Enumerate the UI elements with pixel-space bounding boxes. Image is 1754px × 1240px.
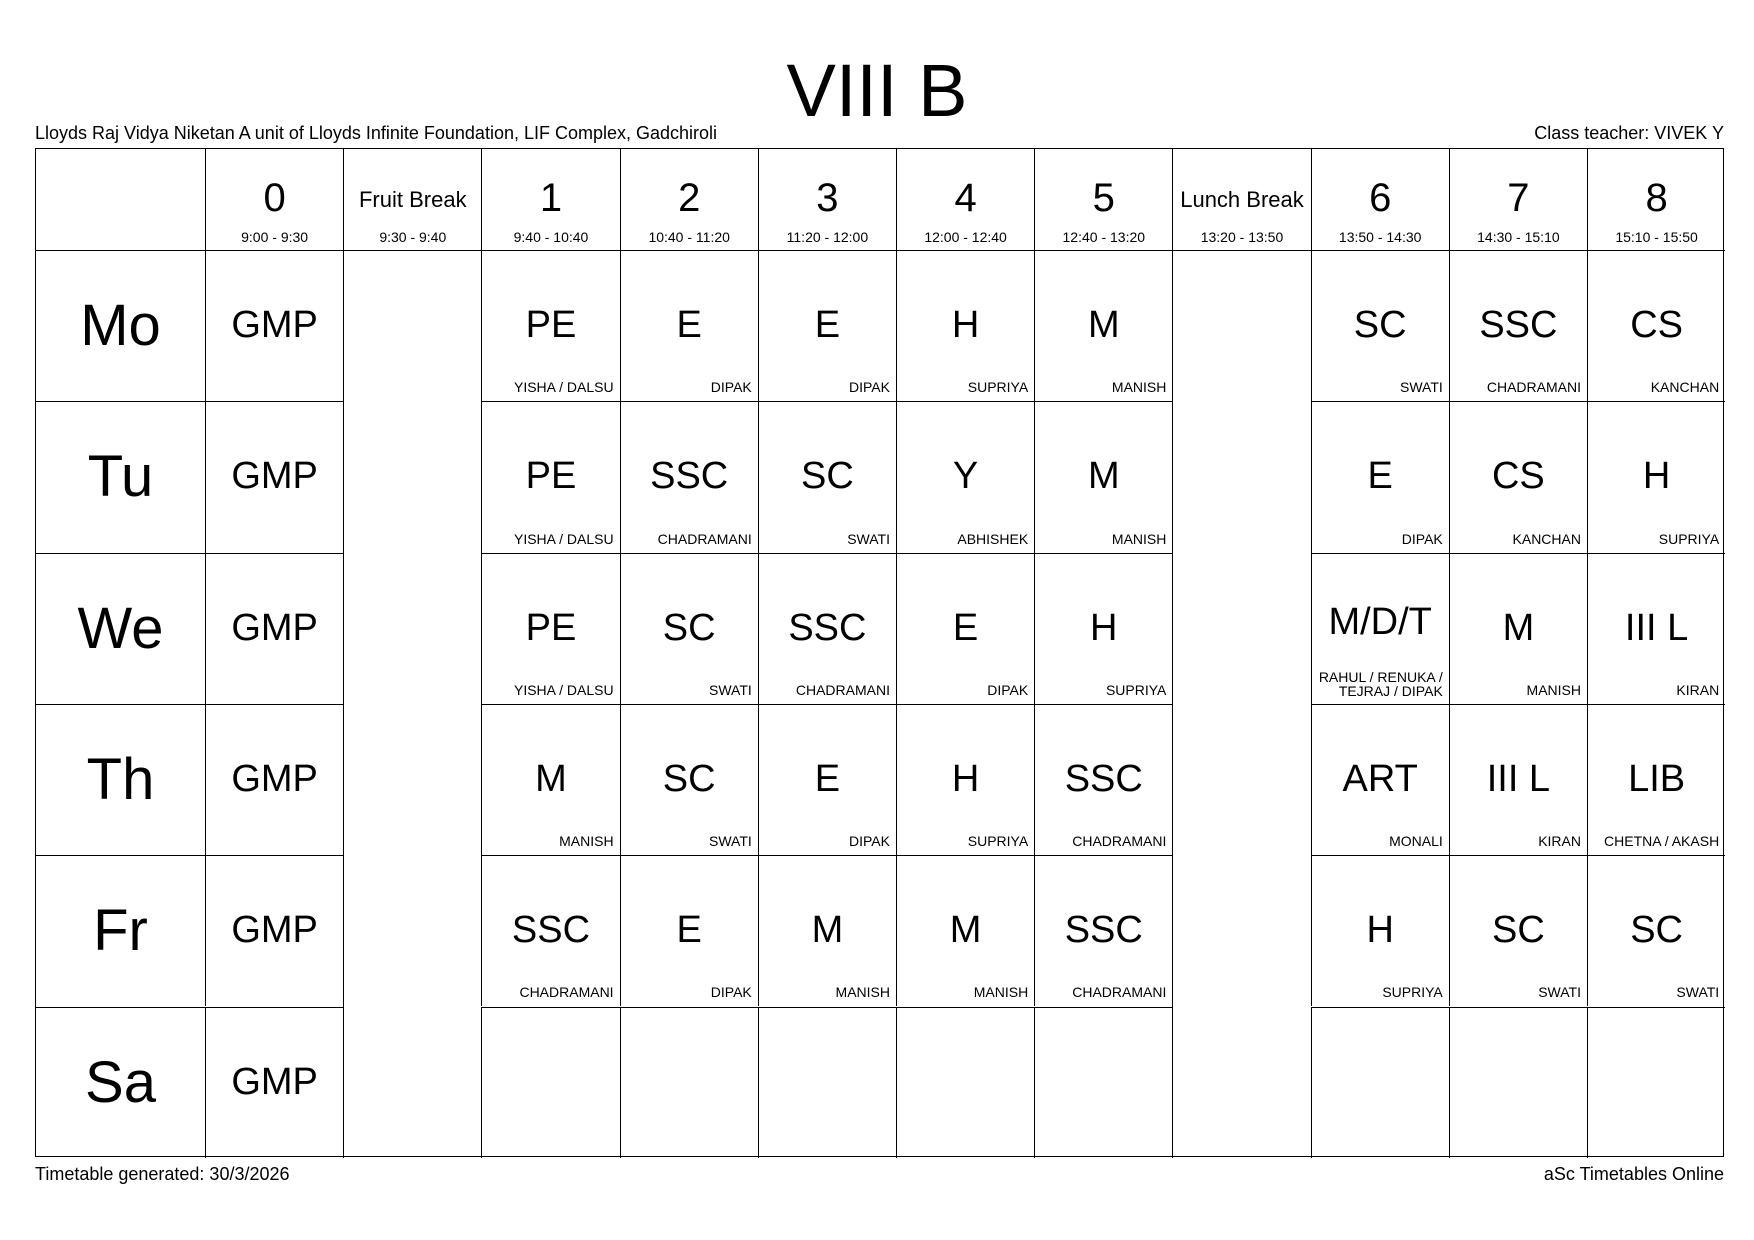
period-time: 11:20 - 12:00 (786, 229, 869, 245)
subject-code: SSC (1064, 909, 1143, 952)
lesson-cell (1449, 855, 1587, 1006)
teacher-name: SWATI (847, 530, 890, 547)
lesson-cell (205, 855, 343, 1006)
subject-code: SC (1491, 909, 1545, 952)
day-label: Fr (93, 898, 148, 964)
lesson-cell (1587, 553, 1725, 704)
subject-code: E (814, 304, 841, 346)
empty-cell (620, 1007, 758, 1158)
lesson-cell (1034, 401, 1172, 552)
teacher-name: MANISH (1111, 379, 1167, 396)
subject-code: CS (1630, 304, 1683, 346)
subject-code: ART (1342, 757, 1418, 800)
period-label: Lunch Break (1180, 187, 1304, 212)
teacher-name: CHETNA / AKASH (1604, 833, 1720, 850)
subject-code: H (951, 757, 980, 800)
subject-code: M (1087, 304, 1120, 346)
subject-code: M (949, 909, 982, 952)
day-label-cell (36, 855, 205, 1006)
period-header (481, 149, 619, 250)
lesson-cell (896, 553, 1034, 704)
lesson-cell (620, 553, 758, 704)
day-label: Mo (80, 293, 161, 358)
subject-code: III L (1624, 606, 1689, 649)
teacher-name: SUPRIYA (967, 379, 1029, 396)
teacher-name: CHADRAMANI (657, 530, 752, 547)
period-label: 3 (816, 176, 839, 220)
teacher-name: CHADRAMANI (519, 984, 614, 1001)
empty-cell (1034, 1007, 1172, 1158)
lesson-cell (1034, 250, 1172, 401)
lesson-cell (1311, 855, 1449, 1006)
lesson-cell (1449, 704, 1587, 855)
lesson-cell (620, 401, 758, 552)
subject-code: PE (525, 606, 577, 649)
teacher-name: KIRAN (1676, 681, 1720, 698)
subject-code: E (1367, 455, 1393, 498)
subject-code: GMP (231, 1060, 318, 1103)
teacher-name: MANISH (559, 833, 614, 850)
lesson-cell (758, 704, 896, 855)
lesson-cell (205, 704, 343, 855)
subject-code: E (814, 757, 841, 800)
teacher-name: CHADRAMANI (1072, 984, 1167, 1001)
subject-code: GMP (231, 757, 318, 800)
subject-code: GMP (231, 455, 318, 498)
subject-code: E (676, 909, 702, 952)
period-header (205, 149, 343, 250)
empty-cell (758, 1007, 896, 1158)
period-label: 1 (539, 176, 563, 220)
teacher-name: DIPAK (849, 833, 890, 850)
day-label-cell (36, 250, 205, 401)
subject-code: H (1090, 606, 1118, 649)
break-column (1172, 250, 1310, 1158)
school-name: Lloyds Raj Vidya Niketan A unit of Lloyds Infinite Foundation, LIF Complex, Gadchiroli (35, 123, 718, 143)
lesson-cell (620, 855, 758, 1006)
period-header (1587, 149, 1725, 250)
subject-code: SSC (511, 909, 591, 952)
lesson-cell (1449, 250, 1587, 401)
teacher-name: SWATI (1538, 984, 1581, 1001)
teacher-name: SWATI (1676, 984, 1720, 1001)
lesson-cell (1034, 553, 1172, 704)
teacher-name: MONALI (1389, 833, 1443, 850)
subject-code: SC (1630, 909, 1683, 952)
teacher-name: YISHA / DALSU (513, 530, 614, 547)
teacher-name: DIPAK (987, 681, 1029, 698)
subject-code: LIB (1628, 757, 1686, 800)
lesson-cell (205, 1007, 343, 1158)
period-time: 14:30 - 15:10 (1477, 229, 1560, 245)
period-header (343, 149, 481, 250)
teacher-name: MANISH (973, 984, 1029, 1001)
day-label: Sa (85, 1049, 156, 1115)
break-column (343, 250, 481, 1158)
lesson-cell (1311, 401, 1449, 552)
period-time: 9:30 - 9:40 (379, 229, 447, 245)
lesson-cell (205, 401, 343, 552)
period-label: 6 (1369, 176, 1392, 220)
generated-date: Timetable generated: 30/3/2026 (35, 1164, 290, 1184)
period-time: 13:50 - 14:30 (1338, 229, 1422, 245)
lesson-cell (1311, 553, 1449, 704)
class-teacher: Class teacher: VIVEK Y (1534, 123, 1724, 143)
lesson-cell (205, 250, 343, 401)
lesson-cell (1587, 401, 1725, 552)
lesson-cell (758, 250, 896, 401)
teacher-name: YISHA / DALSU (513, 681, 614, 698)
subject-code: M (811, 909, 844, 952)
teacher-name: SWATI (709, 681, 752, 698)
lesson-cell (1034, 855, 1172, 1006)
subject-code: SC (1353, 304, 1407, 346)
teacher-name: SUPRIYA (1382, 984, 1443, 1001)
lesson-cell (481, 553, 619, 704)
empty-cell (896, 1007, 1034, 1158)
subject-code: H (1366, 909, 1394, 952)
teacher-name: CHADRAMANI (795, 681, 890, 698)
subject-code: SC (662, 757, 716, 800)
day-label-cell (36, 401, 205, 552)
empty-cell (481, 1007, 619, 1158)
teacher-name: SUPRIYA (1105, 681, 1167, 698)
period-time: 9:00 - 9:30 (241, 229, 309, 245)
empty-cell (1311, 1007, 1449, 1158)
period-header (620, 149, 758, 250)
day-label-cell (36, 553, 205, 704)
teacher-name: SUPRIYA (967, 833, 1029, 850)
lesson-cell (1449, 401, 1587, 552)
lesson-cell (1034, 704, 1172, 855)
period-time: 12:00 - 12:40 (924, 229, 1007, 245)
lesson-cell (620, 704, 758, 855)
subject-code: H (951, 304, 980, 346)
teacher-name: DIPAK (710, 984, 752, 1001)
subject-code: III L (1486, 757, 1551, 800)
subject-code: SSC (1479, 304, 1558, 346)
teacher-name: KANCHAN (1650, 379, 1720, 396)
period-header (1172, 149, 1310, 250)
period-header (1034, 149, 1172, 250)
subject-code: M (1502, 606, 1535, 649)
lesson-cell (1587, 250, 1725, 401)
lesson-cell (1449, 553, 1587, 704)
lesson-cell (896, 704, 1034, 855)
empty-cell (1449, 1007, 1587, 1158)
subject-code: GMP (231, 304, 318, 346)
teacher-name: DIPAK (849, 379, 890, 396)
period-label: 2 (678, 176, 701, 220)
teacher-name: KIRAN (1538, 833, 1581, 850)
subject-code: SC (800, 455, 854, 498)
teacher-name: DIPAK (1401, 530, 1443, 547)
lesson-cell (205, 553, 343, 704)
teacher-name: SWATI (1400, 379, 1443, 396)
timetable-grid (35, 148, 1724, 1157)
period-time: 13:20 - 13:50 (1200, 229, 1284, 245)
period-time: 12:40 - 13:20 (1062, 229, 1146, 245)
lesson-cell (758, 401, 896, 552)
day-label: Tu (87, 444, 154, 510)
day-label: We (77, 595, 164, 661)
teacher-name: MANISH (1111, 530, 1167, 547)
teacher-name: RAHUL / RENUKA / TEJRAJ / DIPAK (1318, 668, 1443, 699)
period-time: 9:40 - 10:40 (513, 229, 589, 245)
lesson-cell (1587, 855, 1725, 1006)
period-label: 8 (1645, 176, 1668, 220)
day-label-cell (36, 1007, 205, 1158)
lesson-cell (758, 553, 896, 704)
period-header (1311, 149, 1449, 250)
subject-code: CS (1491, 455, 1545, 498)
subject-code: M (535, 757, 567, 800)
period-header (758, 149, 896, 250)
subject-code: M/D/T (1328, 600, 1432, 643)
subject-code: M (1087, 455, 1120, 498)
lesson-cell (896, 855, 1034, 1006)
period-header (1449, 149, 1587, 250)
lesson-cell (1587, 704, 1725, 855)
period-time: 15:10 - 15:50 (1615, 229, 1698, 245)
subject-code: GMP (231, 909, 318, 952)
lesson-cell (1311, 704, 1449, 855)
lesson-cell (620, 250, 758, 401)
teacher-name: CHADRAMANI (1072, 833, 1167, 850)
period-header (896, 149, 1034, 250)
lesson-cell (758, 855, 896, 1006)
lesson-cell (481, 855, 619, 1006)
teacher-name: DIPAK (710, 379, 752, 396)
teacher-name: ABHISHEK (957, 530, 1029, 547)
period-time: 10:40 - 11:20 (648, 229, 730, 245)
subject-code: Y (952, 455, 979, 498)
teacher-name: KANCHAN (1512, 530, 1581, 547)
lesson-cell (481, 704, 619, 855)
teacher-name: CHADRAMANI (1486, 379, 1581, 396)
subject-code: GMP (231, 606, 318, 649)
period-label: 4 (954, 176, 977, 220)
period-label: 0 (263, 176, 286, 220)
corner-cell (36, 149, 205, 250)
empty-cell (1587, 1007, 1725, 1158)
period-label: 7 (1507, 176, 1530, 220)
lesson-cell (1311, 250, 1449, 401)
subject-code: E (952, 606, 979, 649)
generator-credit: aSc Timetables Online (1543, 1164, 1724, 1184)
subject-code: SC (662, 606, 716, 649)
subject-code: H (1642, 455, 1671, 498)
period-label: 5 (1092, 176, 1115, 220)
teacher-name: MANISH (1526, 681, 1581, 698)
teacher-name: SUPRIYA (1658, 530, 1720, 547)
lesson-cell (896, 250, 1034, 401)
subject-code: SSC (1064, 757, 1143, 800)
subject-code: SSC (788, 606, 867, 649)
day-label: Th (86, 746, 155, 812)
timetable-title: VIII B (786, 49, 968, 132)
subject-code: PE (525, 455, 577, 498)
teacher-name: YISHA / DALSU (513, 379, 614, 396)
lesson-cell (896, 401, 1034, 552)
subject-code: PE (525, 304, 577, 346)
subject-code: E (676, 304, 702, 346)
day-label-cell (36, 704, 205, 855)
teacher-name: SWATI (709, 833, 752, 850)
lesson-cell (481, 250, 619, 401)
teacher-name: MANISH (835, 984, 890, 1001)
period-label: Fruit Break (358, 187, 467, 212)
lesson-cell (481, 401, 619, 552)
subject-code: SSC (650, 455, 729, 498)
